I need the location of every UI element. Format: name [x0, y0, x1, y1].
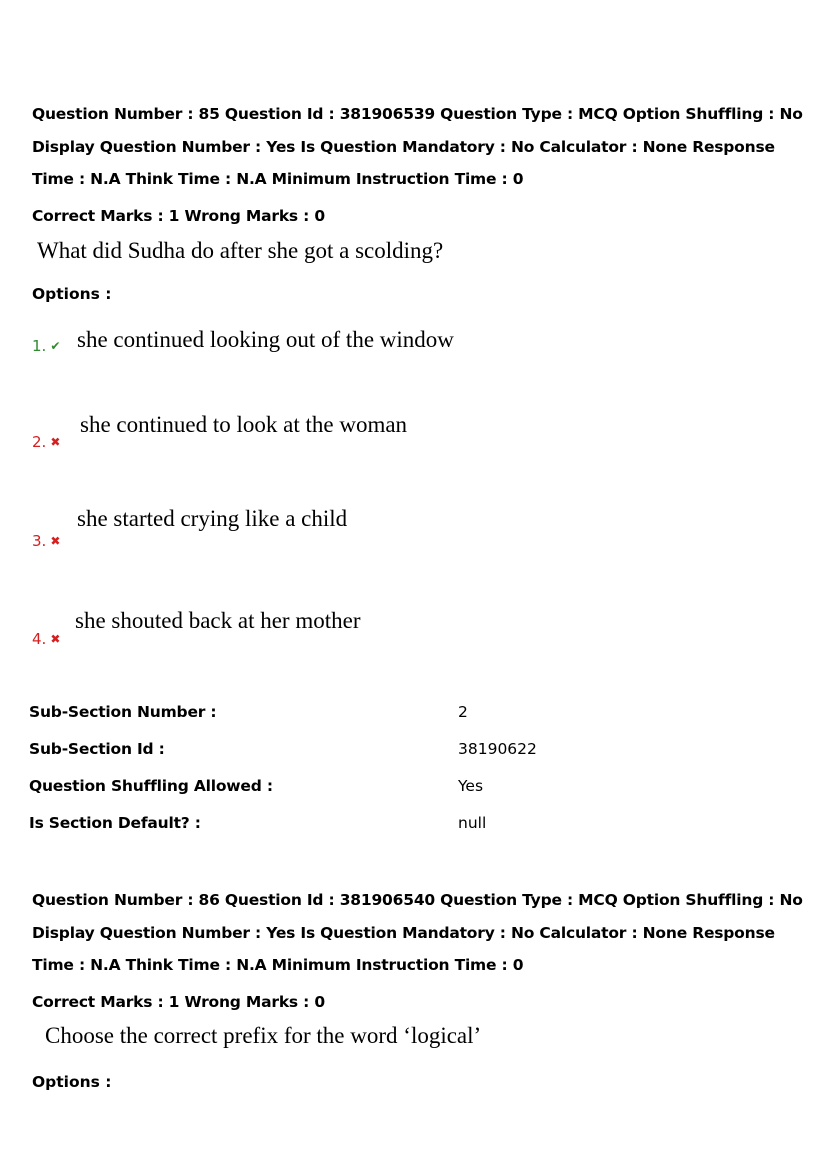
subsection-value: 38190622 [458, 740, 537, 758]
cross-icon: ✖ [50, 534, 61, 548]
subsection-key: Sub-Section Number : [29, 703, 217, 721]
subsection-row [29, 814, 729, 836]
option-1-text: she continued looking out of the window [77, 327, 454, 352]
subsection-value: Yes [458, 777, 484, 795]
question-86-text: Choose the correct prefix for the word ‘logical’ [45, 1023, 482, 1048]
question-86-options-label: Options : [32, 1073, 112, 1091]
option-1-number: 1. ✔ [32, 337, 61, 355]
question-86-meta: Question Number : 86 Question Id : 381906540 Question Type : MCQ Option Shuffling : No Display Question Number : Yes Is Question Mandatory : No Calculator : None Response Time : N.A Think Time : N.A Minimum Instruction Time : 0 [32, 891, 803, 974]
option-2-number: 2. ✖ [32, 433, 61, 451]
subsection-key: Sub-Section Id : [29, 740, 165, 758]
question-85-meta: Question Number : 85 Question Id : 381906539 Question Type : MCQ Option Shuffling : No Display Question Number : Yes Is Question Mandatory : No Calculator : None Response Time : N.A Think Time : N.A Minimum Instruction Time : 0 [32, 105, 803, 188]
subsection-row [29, 703, 729, 725]
cross-icon: ✖ [50, 632, 61, 646]
question-85-marks: Correct Marks : 1 Wrong Marks : 0 [32, 207, 325, 225]
subsection-row [29, 777, 729, 799]
option-4-text: she shouted back at her mother [75, 608, 361, 633]
option-3-text: she started crying like a child [77, 506, 348, 531]
option-4-number: 4. ✖ [32, 630, 61, 648]
option-3-number: 3. ✖ [32, 532, 61, 550]
subsection-key: Question Shuffling Allowed : [29, 777, 273, 795]
subsection-value: null [458, 814, 487, 832]
cross-icon: ✖ [50, 435, 61, 449]
subsection-key: Is Section Default? : [29, 814, 201, 832]
question-85-text: What did Sudha do after she got a scolding? [37, 238, 444, 263]
check-icon: ✔ [50, 339, 61, 353]
question-86-marks: Correct Marks : 1 Wrong Marks : 0 [32, 993, 325, 1011]
option-2-text: she continued to look at the woman [80, 412, 408, 437]
question-85-options-label: Options : [32, 285, 112, 303]
subsection-value: 2 [458, 703, 468, 721]
subsection-row [29, 740, 729, 762]
